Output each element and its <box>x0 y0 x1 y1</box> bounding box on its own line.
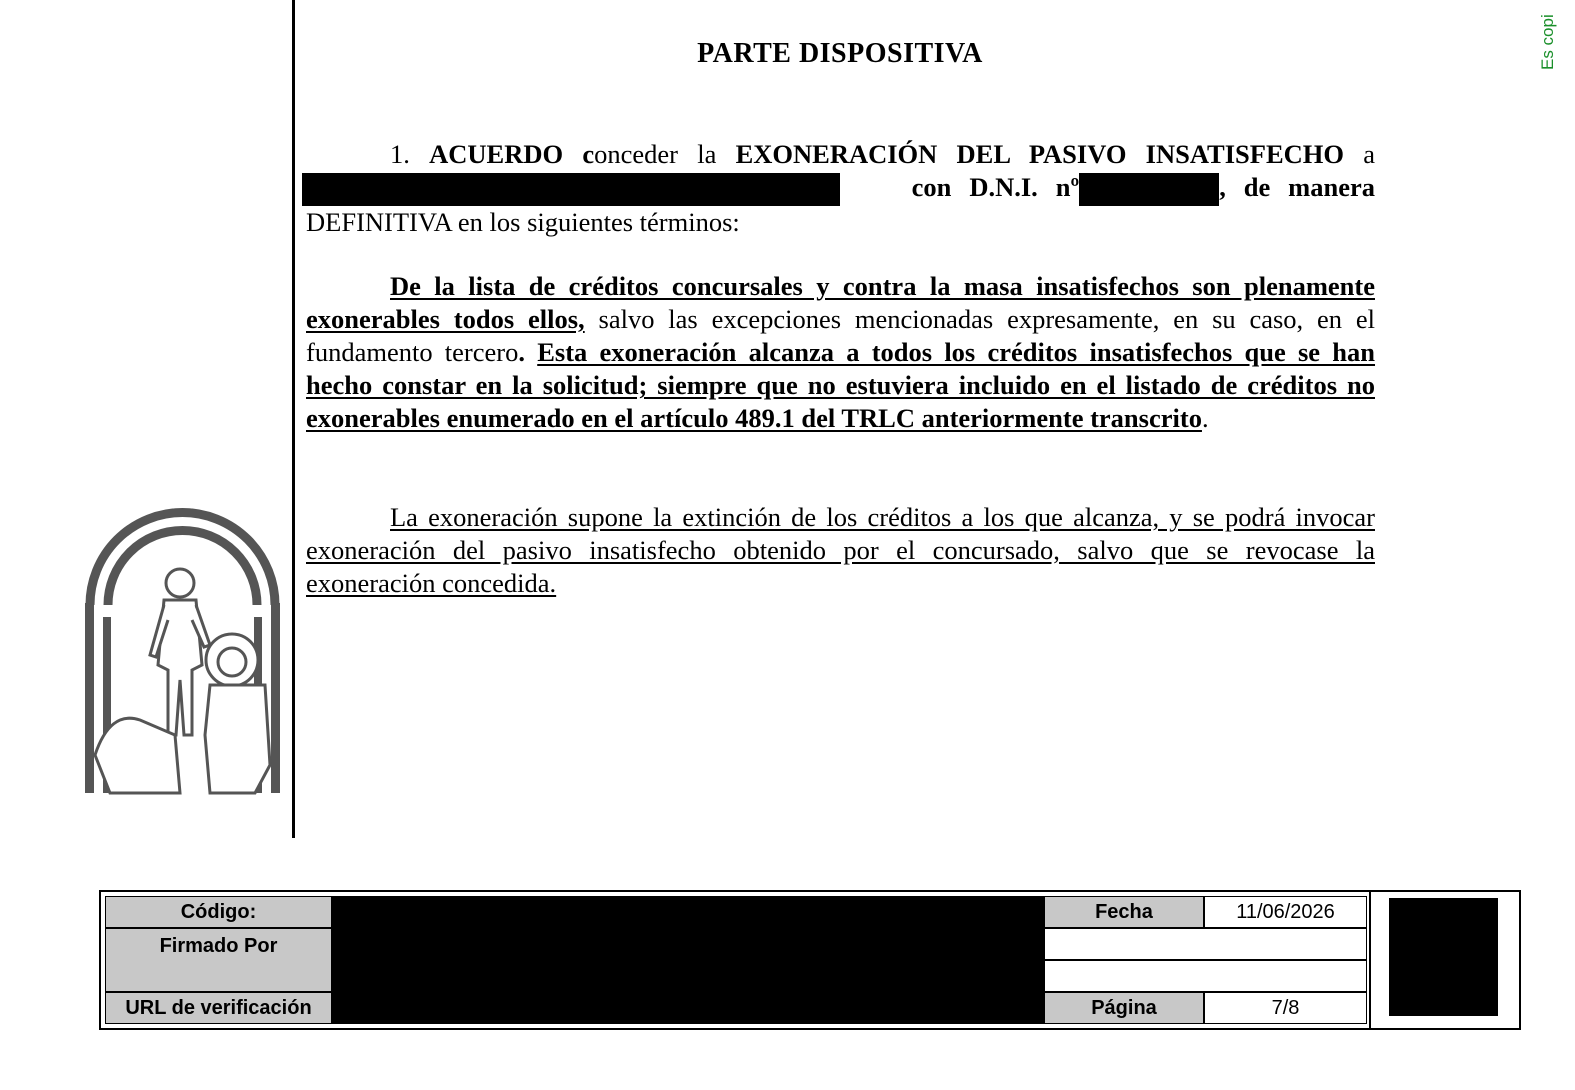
side-note: Es copi <box>1538 14 1557 70</box>
text-de-manera: , de manera <box>1219 172 1375 202</box>
acuerdo-bold: ACUERDO c <box>429 139 595 169</box>
qr-divider <box>1369 892 1371 1028</box>
text-a: a <box>1363 139 1376 169</box>
empty-row-1 <box>1044 928 1367 960</box>
margin-vertical-line <box>292 0 295 838</box>
firmado-label: Firmado Por <box>105 928 332 992</box>
paragraph-extincion <box>306 501 1375 600</box>
fecha-label: Fecha <box>1044 896 1204 928</box>
redacted-dni <box>1079 173 1219 206</box>
redacted-signature-block <box>332 896 1044 1024</box>
paragraph-acuerdo <box>306 138 1375 239</box>
pagina-label: Página <box>1044 992 1204 1024</box>
underlined-bold-2: Esta exoneración alcanza a todos los créditos insatisfechos que se han hecho constar en la solicitud; siempre que no estuviera incluido en el listado de créditos no exonerables enumerado en el artículo 489.1 del TRLC anteriormente transcrito <box>306 337 1376 433</box>
redacted-qr-code <box>1389 898 1498 1016</box>
paragraph-exoneration-terms <box>306 270 1375 435</box>
underlined-bold-1: De la lista de créditos concursales y contra la masa insatisfechos son plenamente exonerables todos ellos, <box>306 271 1375 334</box>
empty-row-2 <box>1044 960 1367 992</box>
codigo-label: Código: <box>105 896 332 928</box>
fecha-value: 11/06/2026 <box>1204 896 1367 928</box>
period-end: . <box>1201 403 1209 433</box>
dni-bold: con D.N.I. nº <box>911 172 1080 202</box>
verification-footer <box>99 890 1521 1030</box>
url-label: URL de verificación <box>105 992 332 1024</box>
item-number: 1. <box>390 139 410 169</box>
pagina-value: 7/8 <box>1204 992 1367 1024</box>
text-conceder: onceder la <box>594 139 717 169</box>
period-bold: . <box>518 337 525 367</box>
exoneracion-bold: EXONERACIÓN DEL PASIVO INSATISFECHO <box>735 139 1344 169</box>
text-definitiva: DEFINITIVA en los siguientes términos: <box>306 207 740 238</box>
coat-of-arms-emblem <box>80 505 285 800</box>
verification-table <box>105 896 1367 1026</box>
section-title: PARTE DISPOSITIVA <box>697 38 983 69</box>
text-exceptions: salvo las excepciones mencionadas expresamente, en su caso, en el fundamento tercero <box>306 304 1376 367</box>
underlined-text: La exoneración supone la extinción de los créditos a los que alcanza, y se podrá invocar exoneración del pasivo insatisfecho obtenido por el concursado, salvo que se revocase la exoneración concedida. <box>306 502 1375 598</box>
redacted-name <box>302 173 840 206</box>
